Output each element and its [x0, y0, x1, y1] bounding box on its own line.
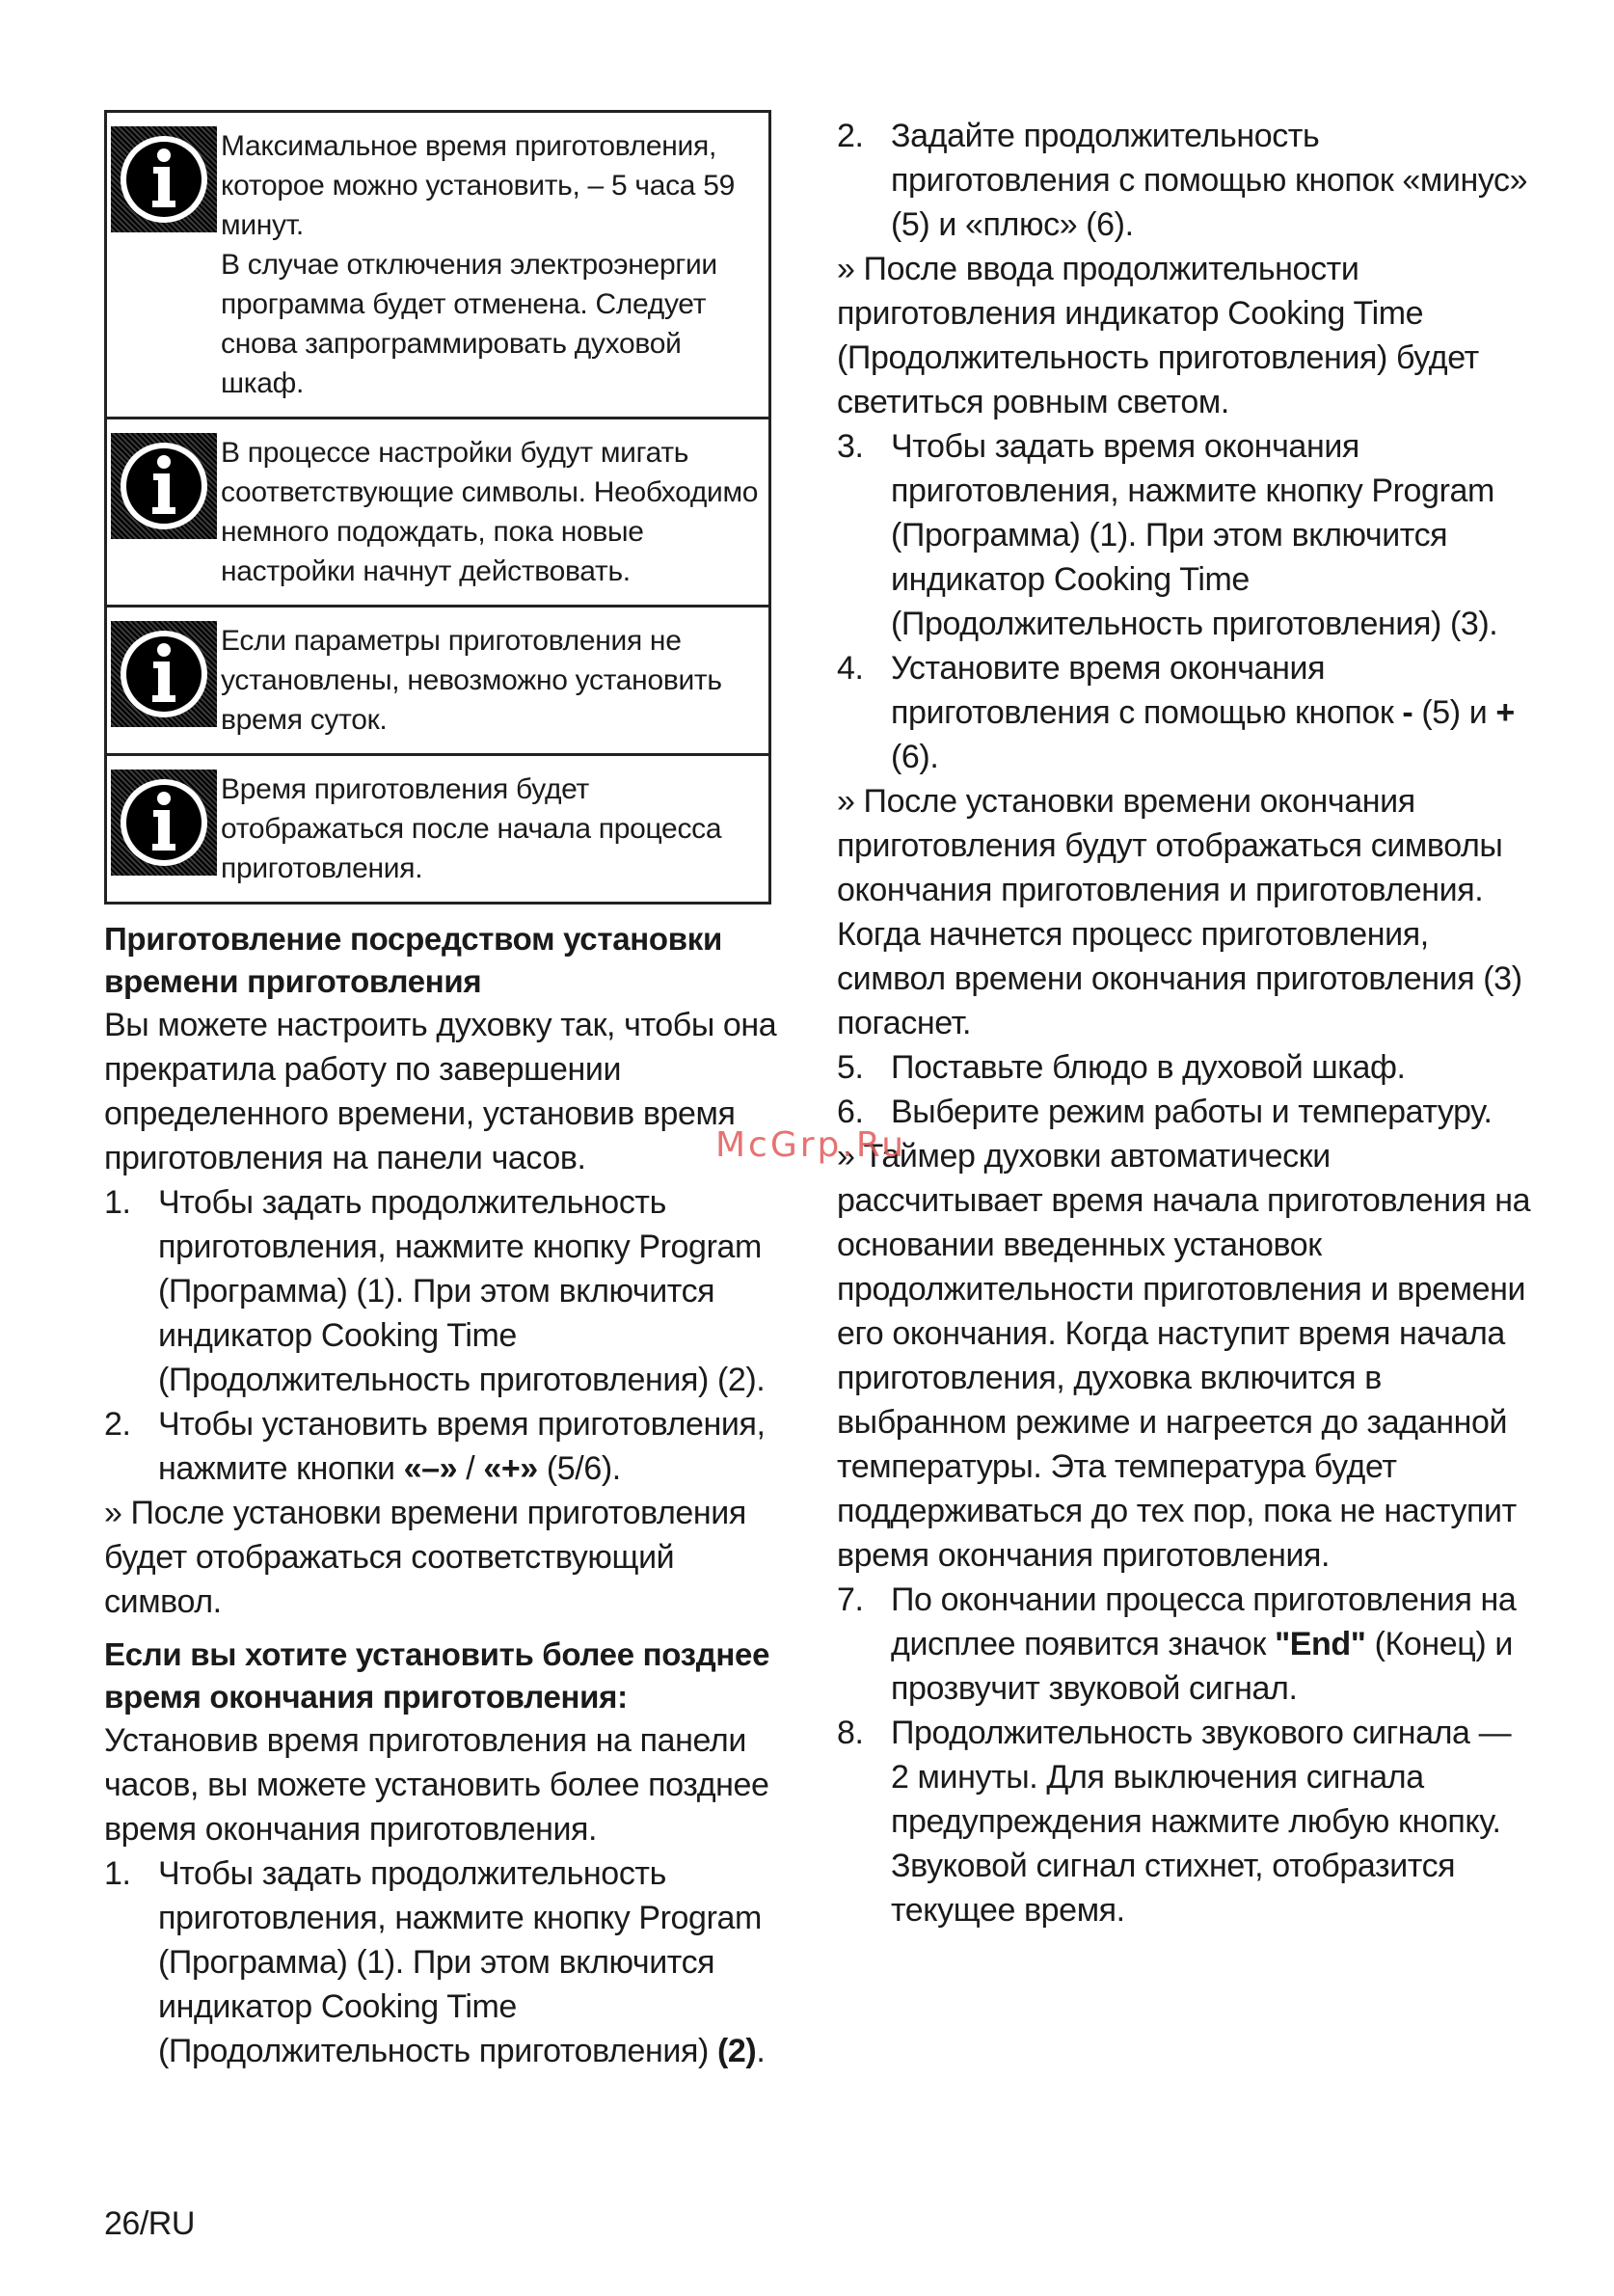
step-number: 1. [104, 1184, 131, 1221]
step-number: 6. [837, 1094, 864, 1130]
step-text [158, 1851, 779, 2073]
list-item [104, 1851, 779, 2073]
end-label: "End" [1275, 1626, 1366, 1662]
note-text: Если параметры приготовления не установлены, невозможно установить время суток. [221, 625, 722, 736]
note-text: Время приготовления будет отображаться после начала процесса приготовления. [221, 773, 722, 884]
steps-list [837, 424, 1536, 779]
result-paragraph: » После установки времени приготовления будет отображаться соответствующий символ. [104, 1495, 746, 1620]
steps-list [837, 1578, 1536, 1932]
note-text: В процессе настройки будут мигать соответствующие символы. Необходимо немного подождать, пока новые настройки начнут действовать. [221, 437, 759, 587]
step-text: Чтобы задать время окончания приготовления, нажмите кнопку Program (Программа) (1). При этом включится индикатор Cooking Time (Продолжительность приготовления) (3). [891, 428, 1498, 642]
step-text-part: . [756, 2033, 766, 2069]
paragraph: Установив время приготовления на панели часов, вы можете установить более позднее время окончания приготовления. [104, 1722, 769, 1848]
step-number: 5. [837, 1049, 864, 1086]
indicator-ref: (2) [716, 2033, 757, 2069]
step-text-part: (6). [891, 739, 939, 775]
step-text [891, 1578, 1536, 1711]
step-number: 8. [837, 1715, 864, 1751]
step-text: Поставьте блюдо в духовой шкаф. [891, 1049, 1406, 1086]
right-column [837, 110, 1536, 1932]
watermark: McGrp.Ru [715, 1125, 907, 1165]
step-text-part: (5) и [1412, 694, 1496, 731]
info-notes-table [104, 110, 771, 905]
info-icon [111, 770, 217, 876]
list-item [837, 114, 1536, 247]
info-note [107, 419, 768, 608]
note-text: Максимальное время приготовления, которое можно установить, – 5 часа 59 минут. В случае отключения электроэнергии программа будет отменена. Следует снова запрограммировать духовой шкаф. [221, 130, 735, 399]
steps-list [837, 114, 1536, 247]
info-icon [111, 126, 217, 232]
step-number: 7. [837, 1581, 864, 1618]
minus-key-label: «–» [403, 1450, 458, 1487]
step-number: 2. [837, 118, 864, 154]
info-note [107, 756, 768, 902]
step-text-part: (5/6). [537, 1450, 621, 1487]
step-number: 1. [104, 1855, 131, 1892]
list-item [104, 1402, 779, 1491]
list-item [837, 1578, 1536, 1711]
step-number: 4. [837, 650, 864, 687]
plus-key-label: + [1495, 694, 1515, 731]
step-text [158, 1402, 779, 1491]
steps-list [104, 1180, 779, 1491]
list-item [837, 646, 1536, 779]
left-column [104, 110, 779, 2073]
page-number: 26/RU [104, 2205, 195, 2242]
result-paragraph: » После ввода продолжительности приготовления индикатор Cooking Time (Продолжительность приготовления) будет светиться ровным светом. [837, 251, 1479, 420]
step-text: Задайте продолжительность приготовления с помощью кнопок «минус» (5) и «плюс» (6). [891, 118, 1528, 243]
steps-list [837, 1045, 1536, 1134]
info-icon [111, 621, 217, 727]
list-item [837, 1090, 1536, 1134]
step-text: Выберите режим работы и температуру. [891, 1094, 1493, 1130]
step-text-part: Чтобы установить время приготовления, нажмите кнопки [158, 1406, 766, 1487]
minus-key-label: - [1402, 694, 1413, 731]
result-paragraph: » После установки времени окончания приготовления будут отображаться символы окончания приготовления и приготовления. Когда начнется процесс приготовления, символ времени окончания приготовления (3) погаснет. [837, 783, 1522, 1041]
section-heading: Если вы хотите установить более позднее время окончания приготовления: [104, 1636, 770, 1715]
list-item [837, 424, 1536, 646]
plus-key-label: «+» [483, 1450, 538, 1487]
step-text-part: Чтобы задать продолжительность приготовления, нажмите кнопку Program (Программа) (1). При этом включится индикатор Cooking Time (Продолжительность приготовления) [158, 1855, 762, 2069]
step-text-part: (Конец) и прозвучит звуковой сигнал. [891, 1626, 1513, 1707]
section-heading: Приготовление посредством установки времени приготовления [104, 921, 722, 999]
list-item [837, 1045, 1536, 1090]
info-icon [111, 433, 217, 539]
list-item [837, 1711, 1536, 1932]
step-number: 2. [104, 1406, 131, 1443]
step-text-part: / [457, 1450, 484, 1487]
paragraph: Вы можете настроить духовку так, чтобы она прекратила работу по завершении определенного времени, установив время приготовления на панели часов. [104, 1007, 777, 1176]
step-text: Чтобы задать продолжительность приготовления, нажмите кнопку Program (Программа) (1). При этом включится индикатор Cooking Time (Продолжительность приготовления) (2). [158, 1184, 766, 1398]
result-paragraph: » Таймер духовки автоматически рассчитывает время начала приготовления на основании введенных установок продолжительности приготовления и времени его окончания. Когда наступит время начала приготовления, духовка включится в выбранном режиме и нагреется до заданной температуры. Эта температура будет поддерживаться до тех пор, пока не наступит время окончания приготовления. [837, 1138, 1531, 1574]
step-text: Продолжительность звукового сигнала — 2 минуты. Для выключения сигнала предупреждения нажмите любую кнопку. Звуковой сигнал стихнет, отобразится текущее время. [891, 1715, 1512, 1929]
step-text-part: По окончании процесса приготовления на дисплее появится значок [891, 1581, 1517, 1662]
info-note [107, 608, 768, 756]
steps-list [104, 1851, 779, 2073]
info-note [107, 113, 768, 419]
step-text [891, 646, 1536, 779]
step-text-part: Установите время окончания приготовления с помощью кнопок [891, 650, 1403, 731]
list-item [104, 1180, 779, 1402]
step-number: 3. [837, 428, 864, 465]
